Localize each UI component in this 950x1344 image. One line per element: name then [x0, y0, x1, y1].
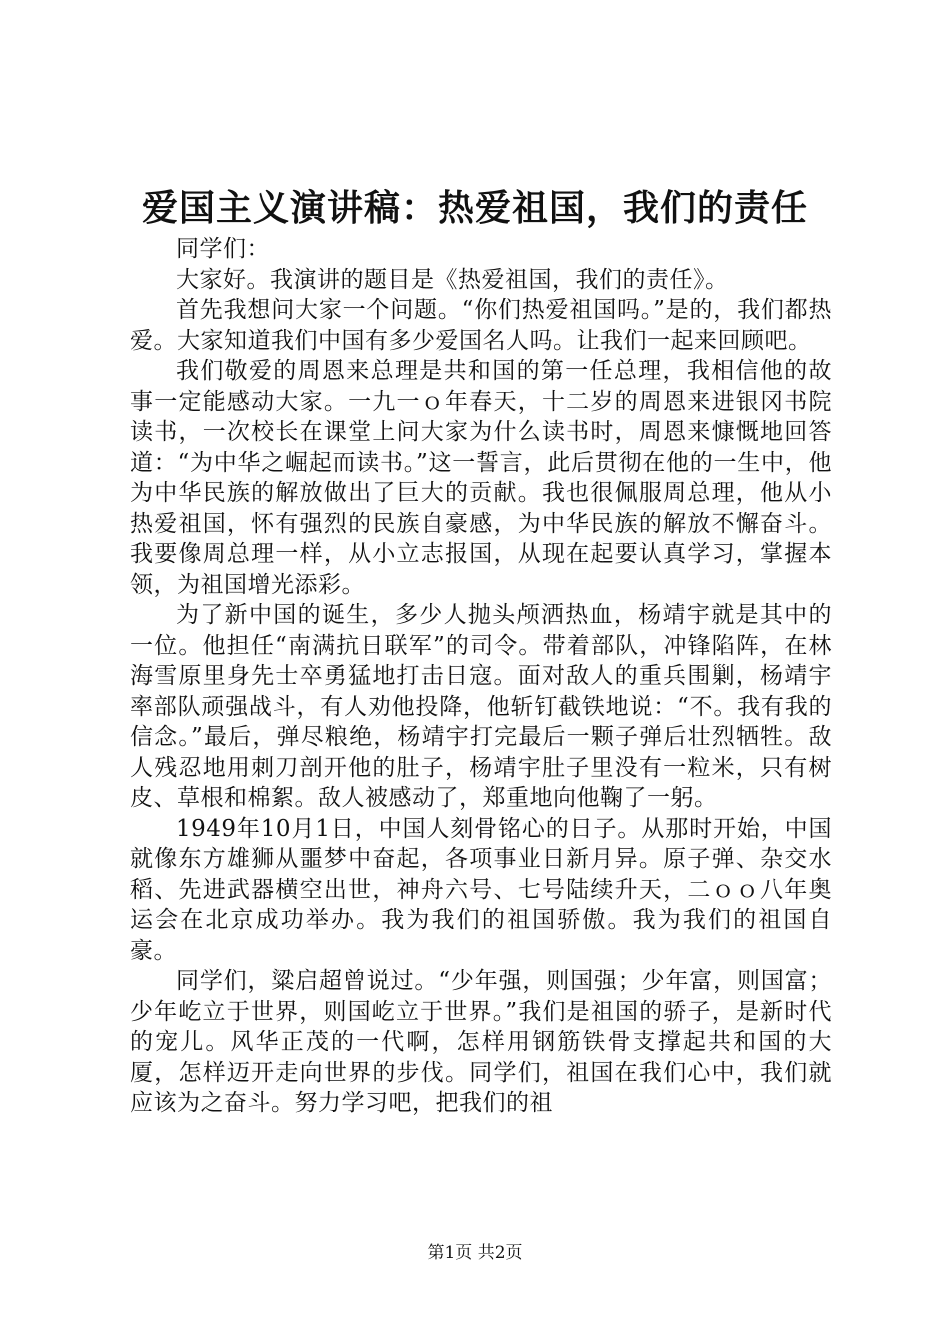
document-title: 爱国主义演讲稿：热爱祖国，我们的责任 [141, 187, 808, 229]
paragraph-1949: 1949年10月1日，中国人刻骨铭心的日子。从那时开始，中国就像东方雄狮从噩梦中奋起，各项事业日新月异。原子弹、杂交水稻、先进武器横空出世，神舟六号、七号陆续升天，二ｏｏ八年奥运会在北京成功举办。我为我们的祖国骄傲。我为我们的祖国自豪。 [130, 815, 832, 964]
paragraph-question: 首先我想问大家一个问题。“你们热爱祖国吗。”是的，我们都热爱。大家知道我们中国有多少爱国名人吗。让我们一起来回顾吧。 [130, 297, 832, 354]
paragraph-liang-qichao: 同学们，粱启超曾说过。“少年强，则国强；少年富，则国富；少年屹立于世界，则国屹立于世界。”我们是祖国的骄子，是新时代的宠儿。风华正茂的一代啊，怎样用钢筋铁骨支撑起共和国的大厦，怎样迈开走向世界的步伐。同学们，祖国在我们心中，我们就应该为之奋斗。努力学习吧，把我们的祖 [130, 968, 832, 1116]
document-body [130, 234, 832, 1119]
paragraph-greeting: 同学们： [176, 236, 270, 262]
paragraph-zhou-enlai: 我们敬爱的周恩来总理是共和国的第一任总理，我相信他的故事一定能感动大家。一九一ｏ年春天，十二岁的周恩来进银冈书院读书，一次校长在课堂上问大家为什么读书时，周恩来慷慨地回答道：“为中华之崛起而读书。”这一誓言，此后贯彻在他的一生中，他为中华民族的解放做出了巨大的贡献。我也很佩服周总理，他从小热爱祖国，怀有强烈的民族自豪感，为中华民族的解放不懈奋斗。我要像周总理一样，从小立志报国，从现在起要认真学习，掌握本领，为祖国增光添彩。 [130, 358, 832, 598]
paragraph-intro: 大家好。我演讲的题目是《热爱祖国，我们的责任》。 [176, 266, 729, 293]
page-number-footer: 第1页 共2页 [427, 1243, 523, 1263]
paragraph-yang-jingyu: 为了新中国的诞生，多少人抛头颅洒热血，杨靖宇就是其中的一位。他担任“南满抗日联军”的司令。带着部队，冲锋陷阵，在林海雪原里身先士卒勇猛地打击日寇。面对敌人的重兵围剿，杨靖宇率部队顽强战斗，有人劝他投降，他斩钉截铁地说：“不。我有我的信念。”最后，弹尽粮绝，杨靖宇打完最后一颗子弹后壮烈牺牲。敌人残忍地用刺刀剖开他的肚子，杨靖宇肚子里没有一粒米，只有树皮、草根和棉絮。敌人被感动了，郑重地向他鞠了一躬。 [130, 602, 832, 811]
